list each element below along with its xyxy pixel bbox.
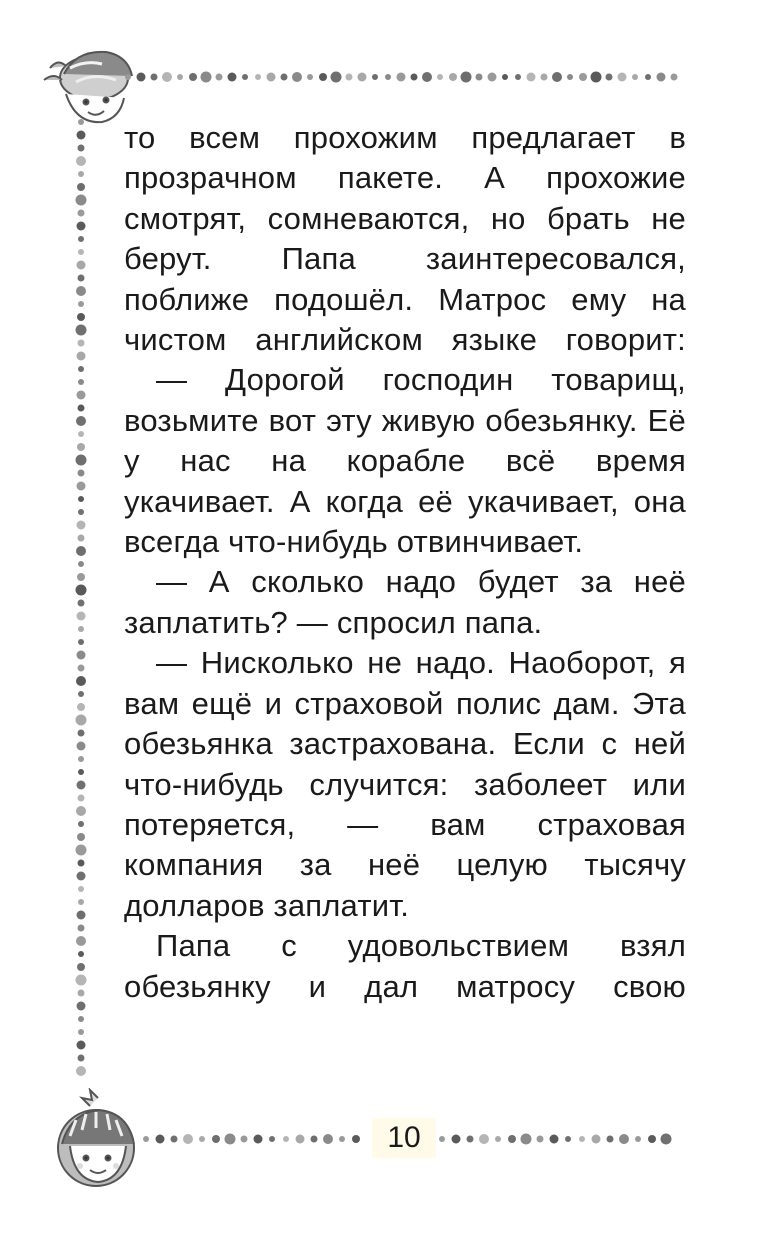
border-dot [78,899,84,905]
border-dot [319,73,327,81]
border-dot [541,74,548,81]
border-dot [77,651,86,660]
border-dot [488,73,497,82]
border-dot [77,482,86,491]
border-dot [411,74,418,81]
border-dot [78,860,85,867]
border-dot [606,74,613,81]
border-dot [78,119,84,125]
border-dot [385,74,391,80]
border-dot [255,74,261,80]
border-dot [323,1134,333,1144]
paragraph: Папа с удовольствием взял обезьянку и дал матросу свою [124,928,686,1004]
border-dot [307,74,313,80]
border-dot [591,72,602,83]
story-text [124,118,686,1007]
border-dot [76,416,86,426]
border-dot [77,443,85,451]
border-dot [125,74,131,80]
border-dot [78,431,84,437]
border-dot [619,1134,629,1144]
border-dot [78,249,84,255]
border-dot [78,1055,85,1062]
paragraph: — Дорогой господин товарищ, возьмите вот эту живую обезьянку. Её у нас на корабле всё время укачивает. А когда её укачивает, она всегда что-нибудь отвинчивает. [124,362,686,560]
border-dot [78,626,84,632]
border-dot [78,340,85,347]
border-dot [449,73,457,81]
border-dot [78,1029,84,1035]
border-dot [567,74,573,80]
border-dot [242,74,248,80]
border-dot [77,703,85,711]
border-dot [579,73,587,81]
border-dot [228,73,237,82]
page-number: 10 [372,1118,436,1158]
border-dot [552,72,562,82]
border-dot [76,1066,86,1076]
border-dot [508,1135,516,1143]
border-dot [78,535,85,542]
dotted-border-bottom-left [140,1128,372,1150]
border-dot [76,455,87,466]
border-dot [76,806,86,816]
border-dot [76,325,87,336]
border-dot [77,911,86,920]
border-dot [358,73,367,82]
border-dot [199,1136,205,1142]
border-dot [183,1134,193,1144]
border-dot [78,691,84,697]
border-dot [77,222,86,231]
border-dot [657,73,666,82]
border-dot [162,72,172,82]
border-dot [77,261,86,270]
border-dot [78,951,84,957]
paragraph: — А сколько надо будет за неё заплатить? — спросил папа. [124,564,686,640]
border-dot [618,73,627,82]
border-dot [579,1136,585,1142]
border-dot [78,821,84,827]
border-dot [76,286,86,296]
border-dot [476,74,483,81]
border-dot [77,131,86,140]
border-dot [77,833,85,841]
dotted-border-top [122,66,688,88]
border-dot [372,74,378,80]
border-dot [77,872,86,881]
paragraph: — Нисколько не надо. Наоборот, я вам ещё и страховой полис дам. Эта обезьянка застрахована. Если с ней что-нибудь случится: заболеет или потеряется, — вам страховая компания за неё целую тысячу долларов заплатит. [124,645,686,923]
border-dot [77,1041,86,1050]
border-dot [201,72,212,83]
border-dot [78,561,84,567]
border-dot [77,1002,86,1011]
border-dot [495,1136,501,1142]
border-dot [76,936,86,946]
border-dot [225,1134,236,1145]
border-dot [632,74,638,80]
border-dot [292,72,302,82]
border-dot [177,74,183,80]
border-dot [143,1136,149,1142]
border-dot [565,1136,571,1142]
border-dot [78,1016,84,1022]
border-dot [78,379,84,385]
border-dot [212,1135,220,1143]
border-dot [76,585,87,596]
border-dot [352,1135,360,1143]
border-dot [78,990,85,997]
border-dot [78,795,85,802]
border-dot [78,509,84,515]
border-dot [216,74,223,81]
border-dot [78,665,85,672]
border-dot [452,1135,461,1144]
border-dot [648,1135,656,1143]
border-dot [527,73,536,82]
border-dot [550,1135,559,1144]
border-dot [296,1135,305,1144]
border-dot [77,781,86,790]
border-dot [346,74,353,81]
border-dot [137,73,146,82]
border-dot [78,470,85,477]
border-dot [171,1136,178,1143]
border-dot [78,639,84,645]
border-dot [76,195,87,206]
border-dot [437,74,443,80]
border-dot [461,72,472,83]
border-dot [467,1136,474,1143]
border-dot [479,1134,489,1144]
border-dot [269,1136,275,1142]
border-dot [78,925,85,932]
border-dot [78,210,85,217]
border-dot [521,1134,532,1145]
border-dot [671,74,678,81]
border-dot [661,1134,672,1145]
paragraph: то всем прохожим предлагает в прозрачном пакете. А прохожие смотрят, сомневаются, но брать не берут. Папа заинтересовался, поближе подошёл. Матрос ему на чистом английском языке говорит: [124,120,686,358]
border-dot [151,74,158,81]
border-dot [156,1135,165,1144]
border-dot [76,975,87,986]
border-dot [339,1136,345,1142]
girl-face-bottom-icon [40,1088,150,1198]
border-dot [76,546,86,556]
dotted-border-bottom-right [436,1128,676,1150]
border-dot [397,73,406,82]
border-dot [76,715,87,726]
border-dot [281,74,288,81]
border-dot [311,1136,318,1143]
border-dot [502,74,508,80]
border-dot [592,1135,601,1144]
border-dot [77,313,85,321]
border-dot [76,676,86,686]
border-dot [439,1136,445,1142]
border-dot [267,73,276,82]
border-dot [515,74,521,80]
border-dot [77,352,86,361]
border-dot [77,391,86,400]
border-dot [78,496,84,502]
border-dot [78,769,84,775]
dotted-border-left [70,116,92,1076]
border-dot [241,1136,248,1143]
border-dot [78,756,84,762]
border-dot [283,1136,289,1142]
border-dot [78,730,85,737]
border-dot [76,845,87,856]
border-dot [78,275,85,282]
border-dot [189,73,197,81]
border-dot [78,600,85,607]
border-dot [77,183,85,191]
border-dot [78,301,84,307]
border-dot [78,236,84,242]
border-dot [635,1136,641,1142]
border-dot [77,573,85,581]
border-dot [77,612,86,621]
border-dot [77,742,86,751]
border-dot [331,72,342,83]
border-dot [607,1136,614,1143]
border-dot [422,72,432,82]
border-dot [78,145,85,152]
border-dot [76,156,86,166]
border-dot [77,963,85,971]
border-dot [537,1136,544,1143]
border-dot [254,1135,263,1144]
border-dot [645,74,651,80]
border-dot [78,886,84,892]
border-dot [78,405,85,412]
border-dot [77,521,86,530]
border-dot [78,171,84,177]
border-dot [78,366,84,372]
